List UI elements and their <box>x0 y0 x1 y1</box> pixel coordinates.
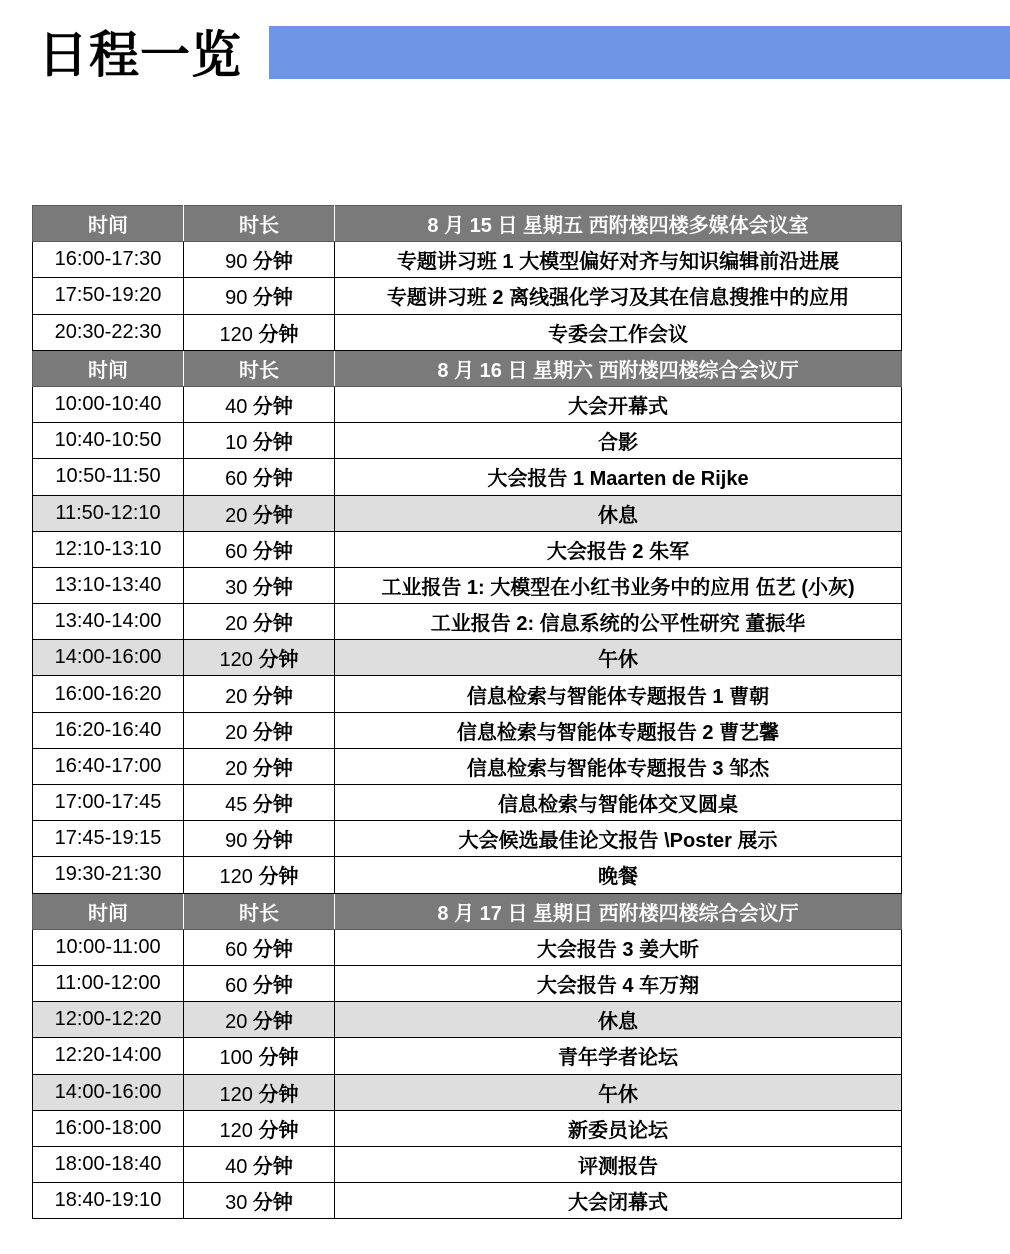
duration-cell <box>184 423 335 459</box>
time-cell: 12:20-14:00 <box>33 1038 184 1074</box>
table-row <box>33 459 902 495</box>
table-row <box>33 785 902 821</box>
header-duration-label: 时长 <box>184 206 335 242</box>
time-cell: 12:10-13:10 <box>33 531 184 567</box>
day-header-row <box>33 206 902 242</box>
header-duration-label: 时长 <box>184 350 335 386</box>
table-row <box>33 386 902 422</box>
duration-unit: 分钟 <box>247 540 293 563</box>
duration-cell <box>184 242 335 278</box>
duration-cell <box>184 857 335 893</box>
duration-value: 20 <box>225 721 248 744</box>
duration-cell <box>184 712 335 748</box>
event-cell: 大会开幕式 <box>335 386 902 422</box>
header-time-label: 时间 <box>33 206 184 242</box>
schedule-table <box>32 205 902 1219</box>
duration-unit: 分钟 <box>247 685 293 708</box>
duration-value: 40 <box>225 1155 248 1178</box>
duration-cell <box>184 821 335 857</box>
duration-cell <box>184 965 335 1001</box>
duration-value: 60 <box>225 938 248 961</box>
duration-unit: 分钟 <box>247 975 293 998</box>
header-duration-label: 时长 <box>184 893 335 929</box>
time-cell: 16:20-16:40 <box>33 712 184 748</box>
duration-unit: 分钟 <box>252 323 299 346</box>
event-cell: 大会闭幕式 <box>335 1183 902 1219</box>
time-cell: 18:00-18:40 <box>33 1146 184 1182</box>
duration-value: 120 <box>219 1119 253 1142</box>
day-title: 8 月 17 日 星期日 西附楼四楼综合会议厅 <box>335 893 902 929</box>
duration-cell <box>184 278 335 314</box>
event-cell: 信息检索与智能体交叉圆桌 <box>335 785 902 821</box>
event-cell: 大会候选最佳论文报告 \Poster 展示 <box>335 821 902 857</box>
table-row <box>33 567 902 603</box>
duration-unit: 分钟 <box>247 576 293 599</box>
duration-value: 30 <box>225 576 248 599</box>
time-cell: 13:40-14:00 <box>33 604 184 640</box>
break-row <box>33 640 902 676</box>
table-row <box>33 748 902 784</box>
time-cell: 16:00-16:20 <box>33 676 184 712</box>
time-cell: 14:00-16:00 <box>33 1074 184 1110</box>
event-cell: 大会报告 2 朱军 <box>335 531 902 567</box>
duration-cell <box>184 604 335 640</box>
duration-value: 45 <box>225 794 248 817</box>
time-cell: 10:00-10:40 <box>33 386 184 422</box>
duration-cell <box>184 386 335 422</box>
duration-unit: 分钟 <box>247 504 293 527</box>
time-cell: 17:00-17:45 <box>33 785 184 821</box>
duration-unit: 分钟 <box>247 794 293 817</box>
table-row <box>33 857 902 893</box>
event-cell: 专委会工作会议 <box>335 314 902 350</box>
duration-unit: 分钟 <box>247 1192 293 1215</box>
day-header-row <box>33 350 902 386</box>
duration-cell <box>184 1110 335 1146</box>
time-cell: 10:40-10:50 <box>33 423 184 459</box>
event-cell: 信息检索与智能体专题报告 2 曹艺馨 <box>335 712 902 748</box>
duration-value: 20 <box>225 685 248 708</box>
duration-value: 120 <box>219 649 253 672</box>
duration-value: 90 <box>225 287 248 310</box>
time-cell: 13:10-13:40 <box>33 567 184 603</box>
duration-value: 30 <box>225 1192 248 1215</box>
duration-cell <box>184 1146 335 1182</box>
page-title: 日程一览 <box>38 26 242 84</box>
table-row <box>33 1146 902 1182</box>
duration-value: 20 <box>225 613 248 636</box>
time-cell: 11:00-12:00 <box>33 965 184 1001</box>
duration-cell <box>184 785 335 821</box>
duration-value: 10 <box>225 432 248 455</box>
duration-value: 90 <box>225 830 248 853</box>
time-cell: 10:50-11:50 <box>33 459 184 495</box>
header-time-label: 时间 <box>33 350 184 386</box>
time-cell: 17:45-19:15 <box>33 821 184 857</box>
duration-unit: 分钟 <box>247 757 293 780</box>
table-row <box>33 929 902 965</box>
event-cell: 专题讲习班 2 离线强化学习及其在信息搜推中的应用 <box>335 278 902 314</box>
duration-unit: 分钟 <box>247 251 293 274</box>
event-cell: 大会报告 3 姜大昕 <box>335 929 902 965</box>
time-cell: 16:00-18:00 <box>33 1110 184 1146</box>
duration-cell <box>184 459 335 495</box>
duration-unit: 分钟 <box>252 1083 299 1106</box>
table-row <box>33 314 902 350</box>
break-row <box>33 1074 902 1110</box>
event-cell: 休息 <box>335 495 902 531</box>
duration-cell <box>184 748 335 784</box>
event-cell: 信息检索与智能体专题报告 1 曹朝 <box>335 676 902 712</box>
duration-unit: 分钟 <box>247 287 293 310</box>
table-row <box>33 821 902 857</box>
duration-cell <box>184 314 335 350</box>
schedule-body <box>33 206 902 1219</box>
table-row <box>33 278 902 314</box>
title-accent-bar <box>269 26 1010 79</box>
event-cell: 信息检索与智能体专题报告 3 邹杰 <box>335 748 902 784</box>
duration-unit: 分钟 <box>252 649 299 672</box>
table-row <box>33 423 902 459</box>
time-cell: 18:40-19:10 <box>33 1183 184 1219</box>
event-cell: 工业报告 1: 大模型在小红书业务中的应用 伍艺 (小灰) <box>335 567 902 603</box>
time-cell: 17:50-19:20 <box>33 278 184 314</box>
time-cell: 16:00-17:30 <box>33 242 184 278</box>
duration-value: 40 <box>225 396 248 419</box>
duration-unit: 分钟 <box>252 1047 299 1070</box>
table-row <box>33 965 902 1001</box>
table-row <box>33 1110 902 1146</box>
event-cell: 青年学者论坛 <box>335 1038 902 1074</box>
day-title: 8 月 15 日 星期五 西附楼四楼多媒体会议室 <box>335 206 902 242</box>
duration-cell <box>184 531 335 567</box>
table-row <box>33 1183 902 1219</box>
duration-unit: 分钟 <box>252 866 299 889</box>
duration-cell <box>184 495 335 531</box>
duration-value: 120 <box>219 866 253 889</box>
duration-value: 60 <box>225 975 248 998</box>
duration-value: 90 <box>225 251 248 274</box>
duration-unit: 分钟 <box>247 721 293 744</box>
table-row <box>33 531 902 567</box>
duration-unit: 分钟 <box>247 938 293 961</box>
duration-cell <box>184 676 335 712</box>
duration-cell <box>184 1002 335 1038</box>
event-cell: 午休 <box>335 640 902 676</box>
duration-unit: 分钟 <box>247 1155 293 1178</box>
day-header-row <box>33 893 902 929</box>
duration-value: 20 <box>225 757 248 780</box>
table-row <box>33 604 902 640</box>
duration-unit: 分钟 <box>247 1011 293 1034</box>
time-cell: 10:00-11:00 <box>33 929 184 965</box>
duration-value: 60 <box>225 468 248 491</box>
duration-cell <box>184 567 335 603</box>
event-cell: 新委员论坛 <box>335 1110 902 1146</box>
event-cell: 工业报告 2: 信息系统的公平性研究 董振华 <box>335 604 902 640</box>
time-cell: 20:30-22:30 <box>33 314 184 350</box>
event-cell: 评测报告 <box>335 1146 902 1182</box>
event-cell: 休息 <box>335 1002 902 1038</box>
break-row <box>33 495 902 531</box>
time-cell: 12:00-12:20 <box>33 1002 184 1038</box>
table-row <box>33 676 902 712</box>
day-title: 8 月 16 日 星期六 西附楼四楼综合会议厅 <box>335 350 902 386</box>
event-cell: 大会报告 4 车万翔 <box>335 965 902 1001</box>
time-cell: 11:50-12:10 <box>33 495 184 531</box>
duration-value: 60 <box>225 540 248 563</box>
duration-value: 100 <box>219 1047 253 1070</box>
event-cell: 专题讲习班 1 大模型偏好对齐与知识编辑前沿进展 <box>335 242 902 278</box>
table-row <box>33 712 902 748</box>
event-cell: 合影 <box>335 423 902 459</box>
time-cell: 16:40-17:00 <box>33 748 184 784</box>
table-row <box>33 1038 902 1074</box>
duration-unit: 分钟 <box>247 432 293 455</box>
time-cell: 14:00-16:00 <box>33 640 184 676</box>
duration-value: 120 <box>219 1083 253 1106</box>
duration-unit: 分钟 <box>247 830 293 853</box>
break-row <box>33 1002 902 1038</box>
duration-unit: 分钟 <box>247 468 293 491</box>
duration-cell <box>184 929 335 965</box>
duration-value: 20 <box>225 504 248 527</box>
duration-unit: 分钟 <box>247 613 293 636</box>
duration-unit: 分钟 <box>247 396 293 419</box>
event-cell: 午休 <box>335 1074 902 1110</box>
duration-cell <box>184 1183 335 1219</box>
time-cell: 19:30-21:30 <box>33 857 184 893</box>
duration-unit: 分钟 <box>252 1119 299 1142</box>
table-row <box>33 242 902 278</box>
duration-cell <box>184 640 335 676</box>
header-time-label: 时间 <box>33 893 184 929</box>
duration-value: 120 <box>219 323 253 346</box>
event-cell: 大会报告 1 Maarten de Rijke <box>335 459 902 495</box>
duration-cell <box>184 1038 335 1074</box>
event-cell: 晚餐 <box>335 857 902 893</box>
duration-cell <box>184 1074 335 1110</box>
duration-value: 20 <box>225 1011 248 1034</box>
